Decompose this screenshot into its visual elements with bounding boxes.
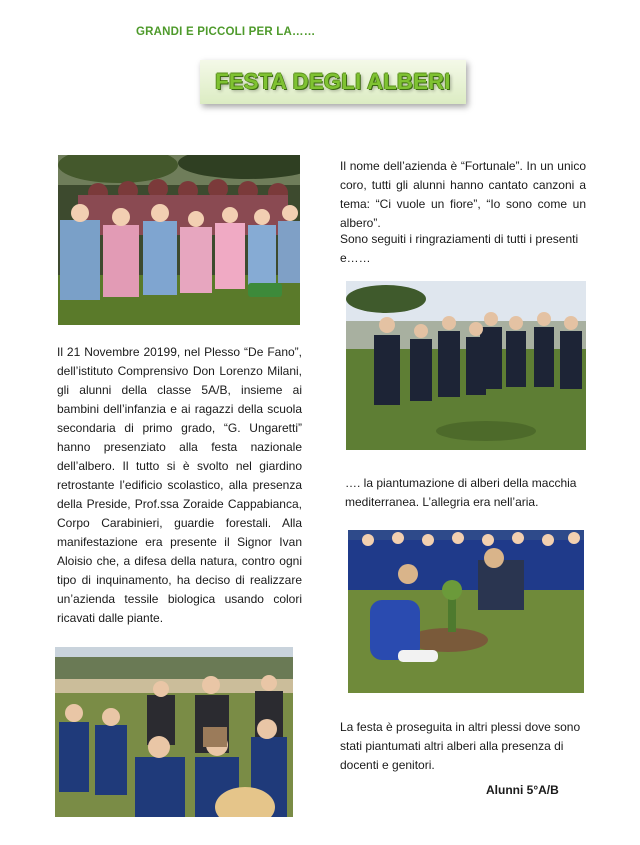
- thanks-paragraph: Sono seguiti i ringraziamenti di tutti i presenti e……: [340, 232, 579, 265]
- signature: Alunni 5°A/B: [486, 783, 559, 797]
- photo-garden-students: [55, 647, 293, 817]
- page-title: FESTA DEGLI ALBERI: [215, 69, 451, 94]
- article-paragraph: Il 21 Novembre 20199, nel Plesso “De Fano”, dell’istituto Comprensivo Don Lorenzo Milani, gli alunni della classe 5A/B, insieme ai bambini dell’infanzia e ai ragazzi della scuola secondaria di primo grado, “G. Ungaretti” hanno presenziato alla festa nazionale dell’albero. Il tutto si è svolto nel giardino retrostante l’edificio scolastico, alla presenza della Preside, Prof.ssa Zoraide Cappabianca, Corpo Carabinieri, guardie forestali. Alla manifestazione era presente il Signor Ivan Aloisio che, a difesa della natura, contro ogni tipo di inquinamento, ha deciso di realizzare un’azienda tessile biologica usando colori ricavati dalle piante.: [57, 345, 302, 625]
- photo-carabinieri-officials: [346, 281, 586, 450]
- intro-paragraph: Il nome dell’azienda è “Fortunale”. In un unico coro, tutti gli alunni hanno cantato canzoni a tema: “Ci vuole un fiore”, “Io sono come un albero”.: [340, 159, 586, 230]
- article-kicker: GRANDI E PICCOLI PER LA……: [136, 26, 316, 38]
- closing-paragraph: La festa è proseguita in altri plessi dove sono stati piantumati altri alberi alla presenza di docenti e genitori.: [340, 720, 581, 772]
- title-banner: [200, 60, 466, 104]
- photo-children-group: [58, 155, 300, 325]
- planting-caption: …. la piantumazione di alberi della macchia mediterranea. L’allegria era nell’aria.: [345, 476, 577, 509]
- photo-child-planting: [348, 530, 584, 693]
